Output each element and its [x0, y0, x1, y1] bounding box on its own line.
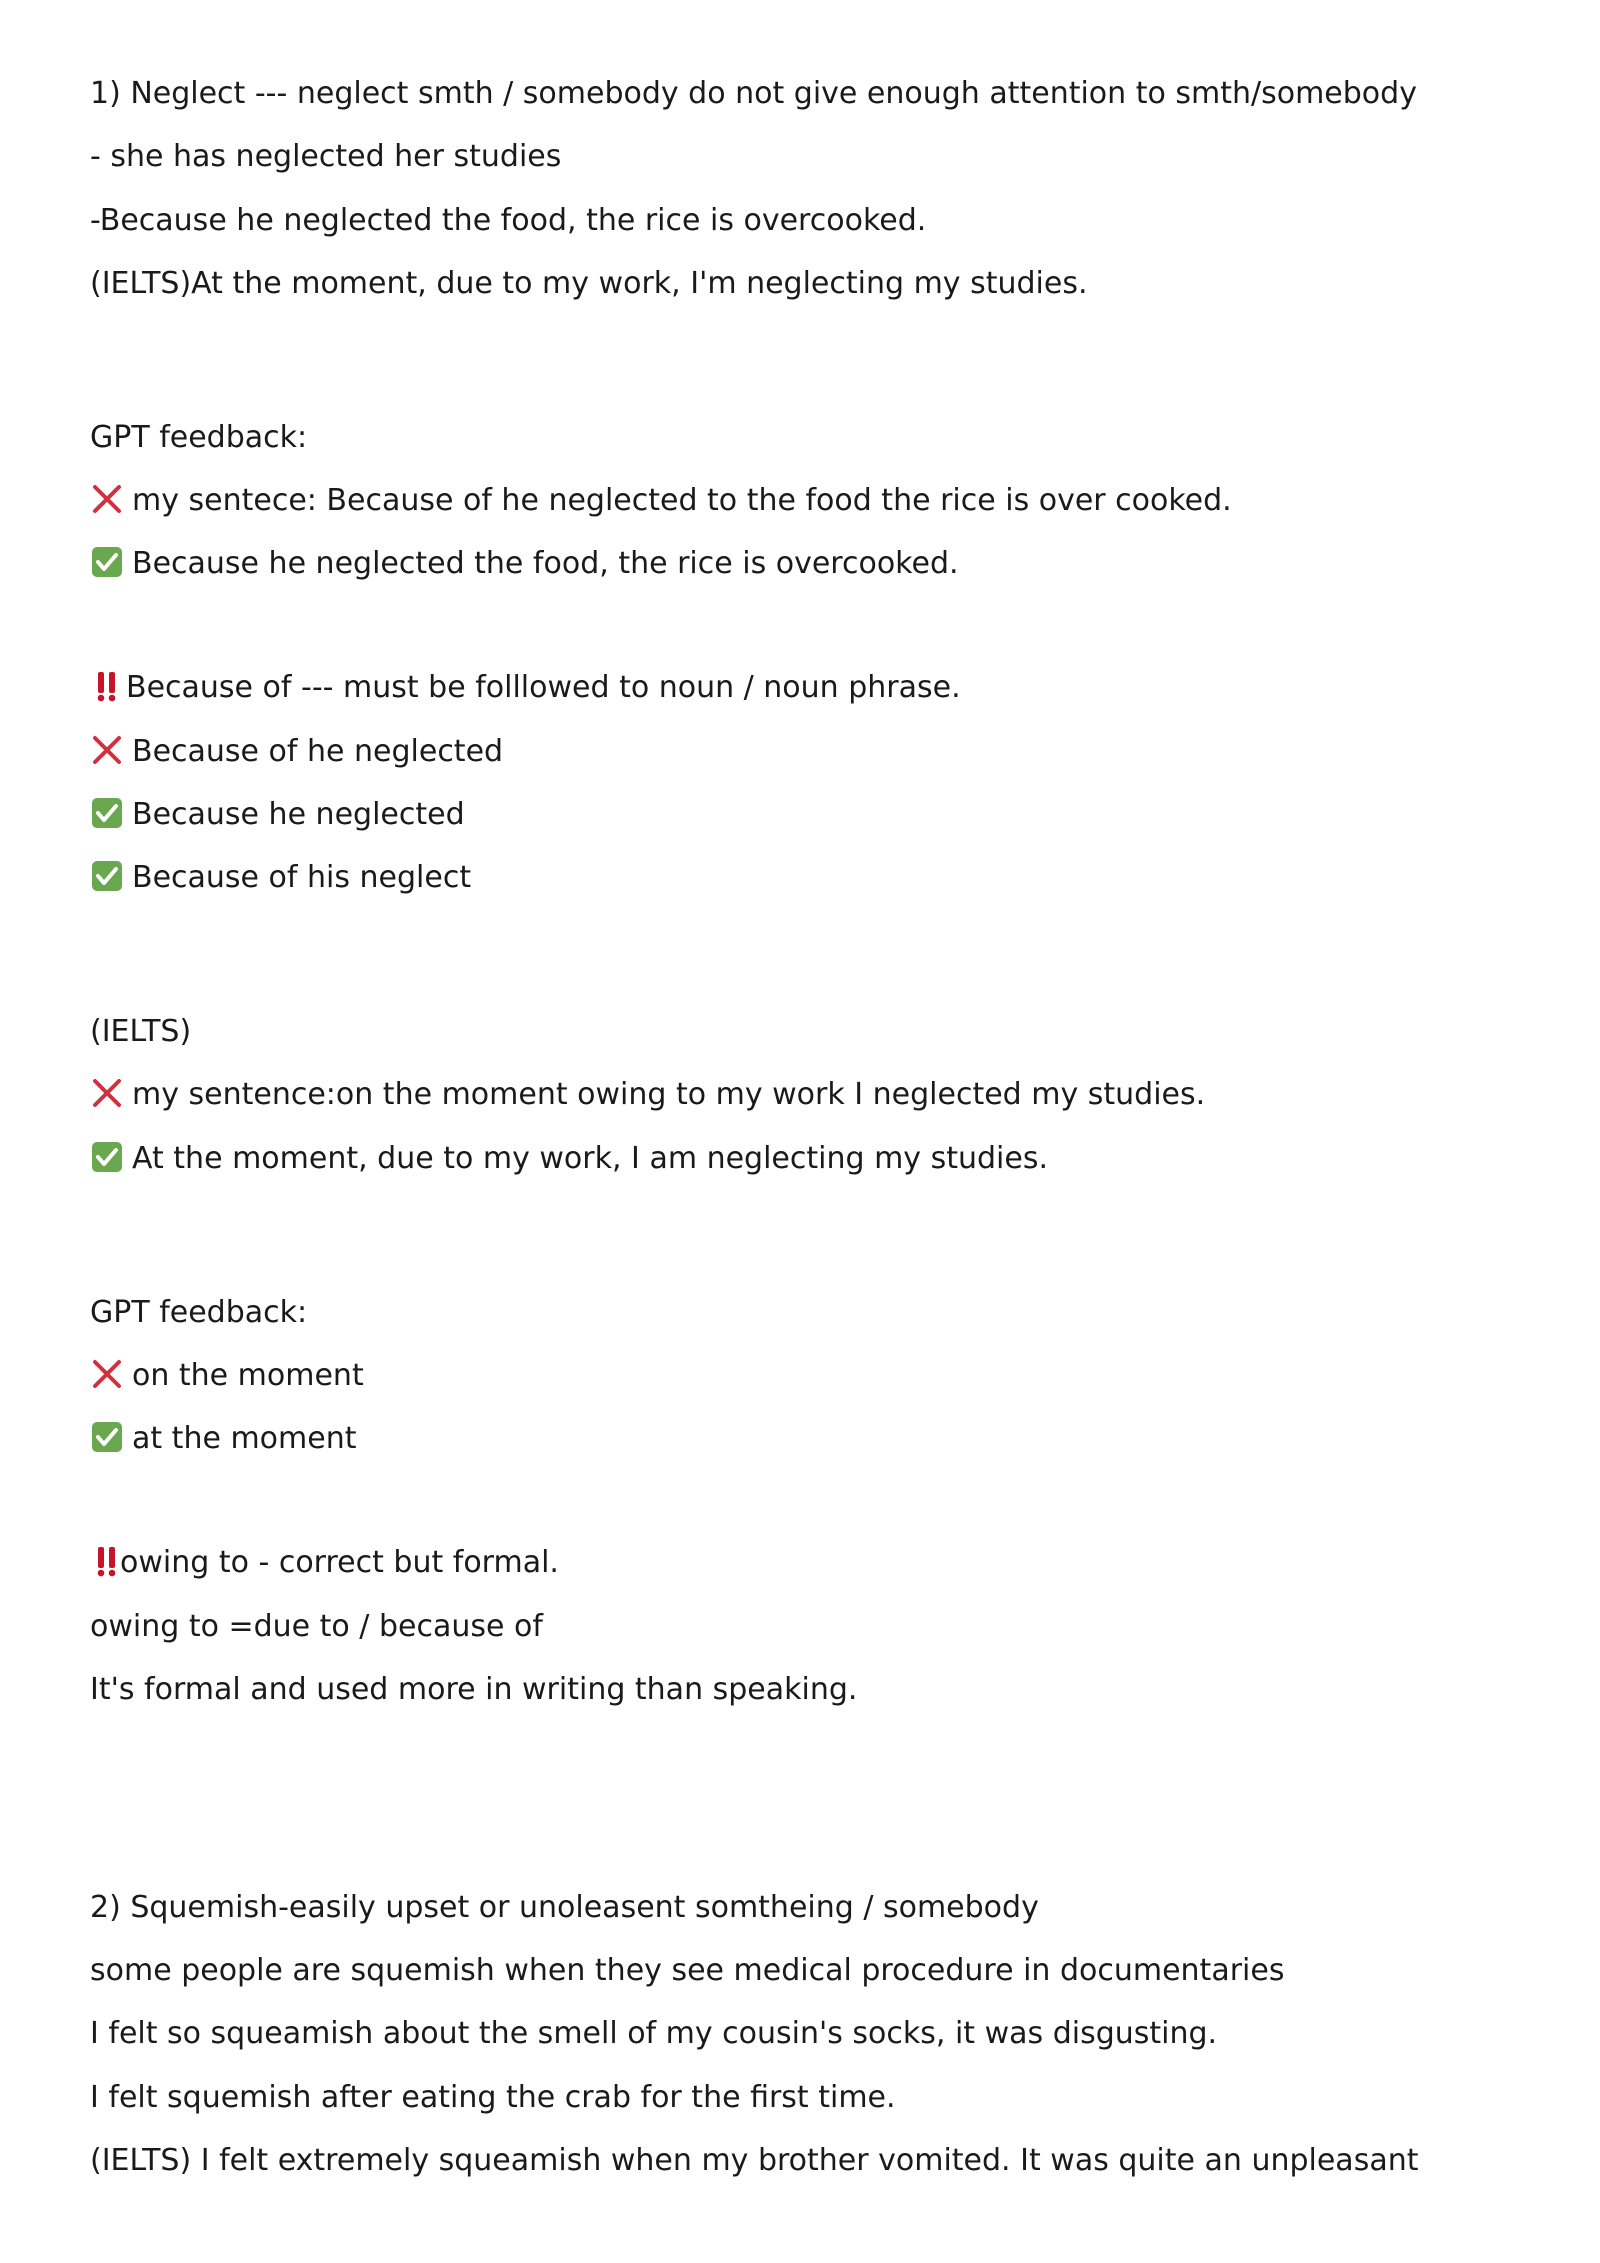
feedback-line: Because of --- must be folllowed to noun / noun phrase. — [90, 668, 961, 708]
example-line: some people are squemish when they see medical procedure in documentaries — [90, 1953, 1285, 1988]
feedback-line: owing to - correct but formal. — [90, 1543, 559, 1583]
example-line: (IELTS)At the moment, due to my work, I'm neglecting my studies. — [90, 266, 1088, 301]
feedback-line: Because of he neglected — [90, 732, 503, 772]
feedback-line: At the moment, due to my work, I am neglecting my studies. — [90, 1139, 1048, 1179]
feedback-line: my sentence:on the moment owing to my work I neglected my studies. — [90, 1075, 1205, 1115]
check-icon — [90, 545, 124, 579]
example-line: I felt so squeamish about the smell of my cousin's socks, it was disgusting. — [90, 2016, 1218, 2051]
cross-icon — [90, 1357, 124, 1391]
cross-icon — [90, 1076, 124, 1110]
feedback-line: Because of his neglect — [90, 858, 471, 898]
feedback-line: at the moment — [90, 1419, 357, 1459]
check-icon — [90, 859, 124, 893]
double-exclamation-icon — [90, 669, 120, 703]
double-exclamation-icon — [90, 1544, 120, 1578]
heading-squeamish: 2) Squemish-easily upset or unoleasent somtheing / somebody — [90, 1890, 1039, 1925]
note-line: It's formal and used more in writing than speaking. — [90, 1672, 858, 1707]
example-line: (IELTS) I felt extremely squeamish when my brother vomited. It was quite an unpleasant — [90, 2143, 1419, 2178]
feedback-heading: GPT feedback: — [90, 420, 308, 455]
cross-icon — [90, 733, 124, 767]
example-line: -Because he neglected the food, the rice is overcooked. — [90, 203, 927, 238]
example-line: - she has neglected her studies — [90, 139, 562, 174]
feedback-line: on the moment — [90, 1356, 364, 1396]
feedback-line: Because he neglected the food, the rice is overcooked. — [90, 544, 959, 584]
note-line: owing to =due to / because of — [90, 1609, 543, 1644]
check-icon — [90, 1420, 124, 1454]
feedback-line: my sentece: Because of he neglected to the food the rice is over cooked. — [90, 481, 1232, 521]
check-icon — [90, 796, 124, 830]
ielts-heading: (IELTS) — [90, 1014, 192, 1049]
example-line: I felt squemish after eating the crab for the first time. — [90, 2080, 896, 2115]
heading-neglect: 1) Neglect --- neglect smth / somebody do not give enough attention to smth/somebody — [90, 76, 1417, 111]
feedback-line: Because he neglected — [90, 795, 465, 835]
cross-icon — [90, 482, 124, 516]
feedback-heading: GPT feedback: — [90, 1295, 308, 1330]
check-icon — [90, 1140, 124, 1174]
